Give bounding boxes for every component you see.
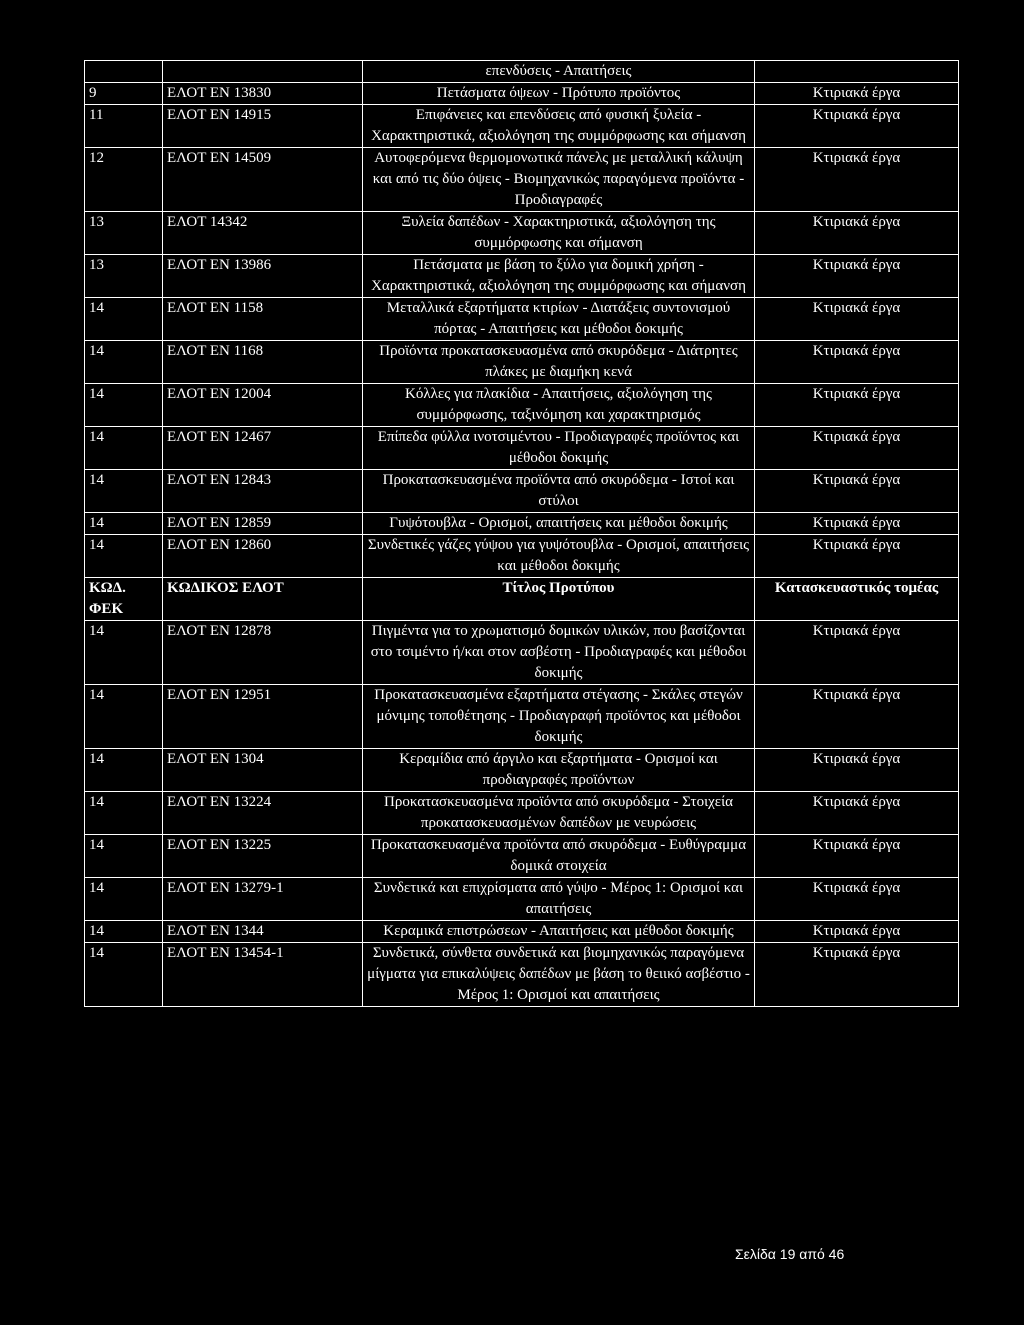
fek-cell: 14 [85, 749, 163, 792]
elot-code-cell: ΕΛΟΤ ΕΝ 1304 [163, 749, 363, 792]
table-row [85, 255, 959, 298]
standard-title-cell: επενδύσεις - Απαιτήσεις [363, 61, 755, 83]
sector-cell: Κτιριακά έργα [755, 749, 959, 792]
standard-title-cell: Συνδετικές γάζες γύψου για γυψότουβλα - Ορισμοί, απαιτήσεις και μέθοδοι δοκιμής [363, 535, 755, 578]
sector-cell: Κτιριακά έργα [755, 792, 959, 835]
elot-code-cell: ΕΛΟΤ ΕΝ 13986 [163, 255, 363, 298]
elot-code-cell: ΕΛΟΤ ΕΝ 1168 [163, 341, 363, 384]
sector-cell: Κτιριακά έργα [755, 212, 959, 255]
standard-title-cell: Πετάσματα όψεων - Πρότυπο προϊόντος [363, 83, 755, 105]
sector-cell: Κτιριακά έργα [755, 341, 959, 384]
fek-cell: 14 [85, 792, 163, 835]
elot-code-cell: ΕΛΟΤ ΕΝ 12951 [163, 685, 363, 749]
sector-cell: Κατασκευαστικός τομέας [755, 578, 959, 621]
table-row [85, 105, 959, 148]
table-row [85, 470, 959, 513]
standard-title-cell: Προκατασκευασμένα προϊόντα από σκυρόδεμα - Στοιχεία προκατασκευασμένων δαπέδων με νευρώσεις [363, 792, 755, 835]
elot-code-cell: ΕΛΟΤ ΕΝ 13830 [163, 83, 363, 105]
table-row [85, 384, 959, 427]
sector-cell: Κτιριακά έργα [755, 878, 959, 921]
table-row [85, 792, 959, 835]
elot-code-cell: ΕΛΟΤ ΕΝ 13224 [163, 792, 363, 835]
standard-title-cell: Αυτοφερόμενα θερμομονωτικά πάνελς με μεταλλική κάλυψη και από τις δύο όψεις - Βιομηχανικώς παραγόμενα προϊόντα - Προδιαγραφές [363, 148, 755, 212]
table-row [85, 535, 959, 578]
fek-cell: 14 [85, 835, 163, 878]
fek-cell: 14 [85, 384, 163, 427]
standard-title-cell: Επιφάνειες και επενδύσεις από φυσική ξυλεία - Χαρακτηριστικά, αξιολόγηση της συμμόρφωσης και σήμανση [363, 105, 755, 148]
fek-cell: 12 [85, 148, 163, 212]
standard-title-cell: Κεραμίδια από άργιλο και εξαρτήματα - Ορισμοί και προδιαγραφές προϊόντων [363, 749, 755, 792]
standard-title-cell: Πιγμέντα για το χρωματισμό δομικών υλικών, που βασίζονται στο τσιμέντο ή/και στον ασβέστη - Προδιαγραφές και μέθοδοι δοκιμής [363, 621, 755, 685]
elot-code-cell: ΕΛΟΤ ΕΝ 12859 [163, 513, 363, 535]
elot-code-cell: ΕΛΟΤ ΕΝ 12860 [163, 535, 363, 578]
standard-title-cell: Επίπεδα φύλλα ινοτσιμέντου - Προδιαγραφές προϊόντος και μέθοδοι δοκιμής [363, 427, 755, 470]
sector-cell: Κτιριακά έργα [755, 921, 959, 943]
fek-cell: 14 [85, 621, 163, 685]
table-row [85, 685, 959, 749]
fek-cell: 14 [85, 427, 163, 470]
table-row [85, 943, 959, 1007]
sector-cell: Κτιριακά έργα [755, 943, 959, 1007]
fek-cell: 14 [85, 341, 163, 384]
fek-cell: 14 [85, 513, 163, 535]
fek-cell: 14 [85, 535, 163, 578]
standard-title-cell: Συνδετικά και επιχρίσματα από γύψο - Μέρος 1: Ορισμοί και απαιτήσεις [363, 878, 755, 921]
standard-title-cell: Προκατασκευασμένα εξαρτήματα στέγασης - Σκάλες στεγών μόνιμης τοποθέτησης - Προδιαγραφή προϊόντος και μέθοδοι δοκιμής [363, 685, 755, 749]
table-row [85, 878, 959, 921]
table-row [85, 83, 959, 105]
table-header-row [85, 578, 959, 621]
fek-cell: 14 [85, 470, 163, 513]
standards-table-body [85, 61, 959, 1007]
table-row [85, 513, 959, 535]
standards-table [84, 60, 959, 1007]
table-row [85, 921, 959, 943]
sector-cell: Κτιριακά έργα [755, 535, 959, 578]
table-row [85, 621, 959, 685]
elot-code-cell: ΕΛΟΤ ΕΝ 13454-1 [163, 943, 363, 1007]
table-row [85, 148, 959, 212]
table-row [85, 427, 959, 470]
table-row [85, 341, 959, 384]
elot-code-cell: ΚΩΔΙΚΟΣ ΕΛΟΤ [163, 578, 363, 621]
fek-cell: 14 [85, 878, 163, 921]
sector-cell: Κτιριακά έργα [755, 621, 959, 685]
elot-code-cell: ΕΛΟΤ ΕΝ 1344 [163, 921, 363, 943]
elot-code-cell: ΕΛΟΤ ΕΝ 14915 [163, 105, 363, 148]
fek-cell: ΚΩΔ. ΦΕΚ [85, 578, 163, 621]
sector-cell: Κτιριακά έργα [755, 105, 959, 148]
standard-title-cell: Προϊόντα προκατασκευασμένα από σκυρόδεμα - Διάτρητες πλάκες με διαμήκη κενά [363, 341, 755, 384]
fek-cell: 14 [85, 921, 163, 943]
standard-title-cell: Συνδετικά, σύνθετα συνδετικά και βιομηχανικώς παραγόμενα μίγματα για επικαλύψεις δαπέδων με βάση το θειικό ασβέστιο - Μέρος 1: Ορισμοί και απαιτήσεις [363, 943, 755, 1007]
sector-cell [755, 61, 959, 83]
table-row [85, 298, 959, 341]
elot-code-cell: ΕΛΟΤ ΕΝ 13279-1 [163, 878, 363, 921]
fek-cell: 13 [85, 255, 163, 298]
elot-code-cell: ΕΛΟΤ ΕΝ 14509 [163, 148, 363, 212]
page-number: Σελίδα 19 από 46 [735, 1246, 845, 1262]
fek-cell: 14 [85, 943, 163, 1007]
fek-cell [85, 61, 163, 83]
table-row [85, 212, 959, 255]
sector-cell: Κτιριακά έργα [755, 83, 959, 105]
standard-title-cell: Γυψότουβλα - Ορισμοί, απαιτήσεις και μέθοδοι δοκιμής [363, 513, 755, 535]
standard-title-cell: Προκατασκευασμένα προϊόντα από σκυρόδεμα - Ιστοί και στύλοι [363, 470, 755, 513]
elot-code-cell: ΕΛΟΤ ΕΝ 12467 [163, 427, 363, 470]
sector-cell: Κτιριακά έργα [755, 470, 959, 513]
sector-cell: Κτιριακά έργα [755, 427, 959, 470]
elot-code-cell: ΕΛΟΤ ΕΝ 12843 [163, 470, 363, 513]
sector-cell: Κτιριακά έργα [755, 685, 959, 749]
table-row [85, 835, 959, 878]
sector-cell: Κτιριακά έργα [755, 384, 959, 427]
sector-cell: Κτιριακά έργα [755, 835, 959, 878]
elot-code-cell: ΕΛΟΤ ΕΝ 13225 [163, 835, 363, 878]
standard-title-cell: Πετάσματα με βάση το ξύλο για δομική χρήση - Χαρακτηριστικά, αξιολόγηση της συμμόρφωσης και σήμανση [363, 255, 755, 298]
standard-title-cell: Τίτλος Προτύπου [363, 578, 755, 621]
standard-title-cell: Κεραμικά επιστρώσεων - Απαιτήσεις και μέθοδοι δοκιμής [363, 921, 755, 943]
fek-cell: 14 [85, 685, 163, 749]
fek-cell: 9 [85, 83, 163, 105]
elot-code-cell: ΕΛΟΤ ΕΝ 12878 [163, 621, 363, 685]
sector-cell: Κτιριακά έργα [755, 255, 959, 298]
sector-cell: Κτιριακά έργα [755, 148, 959, 212]
fek-cell: 11 [85, 105, 163, 148]
standard-title-cell: Κόλλες για πλακίδια - Απαιτήσεις, αξιολόγηση της συμμόρφωσης, ταξινόμηση και χαρακτηρισμός [363, 384, 755, 427]
elot-code-cell [163, 61, 363, 83]
standard-title-cell: Προκατασκευασμένα προϊόντα από σκυρόδεμα - Ευθύγραμμα δομικά στοιχεία [363, 835, 755, 878]
elot-code-cell: ΕΛΟΤ 14342 [163, 212, 363, 255]
fek-cell: 14 [85, 298, 163, 341]
standard-title-cell: Ξυλεία δαπέδων - Χαρακτηριστικά, αξιολόγηση της συμμόρφωσης και σήμανση [363, 212, 755, 255]
fek-cell: 13 [85, 212, 163, 255]
table-row [85, 61, 959, 83]
sector-cell: Κτιριακά έργα [755, 513, 959, 535]
sector-cell: Κτιριακά έργα [755, 298, 959, 341]
standard-title-cell: Μεταλλικά εξαρτήματα κτιρίων - Διατάξεις συντονισμού πόρτας - Απαιτήσεις και μέθοδοι δοκιμής [363, 298, 755, 341]
elot-code-cell: ΕΛΟΤ ΕΝ 1158 [163, 298, 363, 341]
elot-code-cell: ΕΛΟΤ ΕΝ 12004 [163, 384, 363, 427]
table-row [85, 749, 959, 792]
